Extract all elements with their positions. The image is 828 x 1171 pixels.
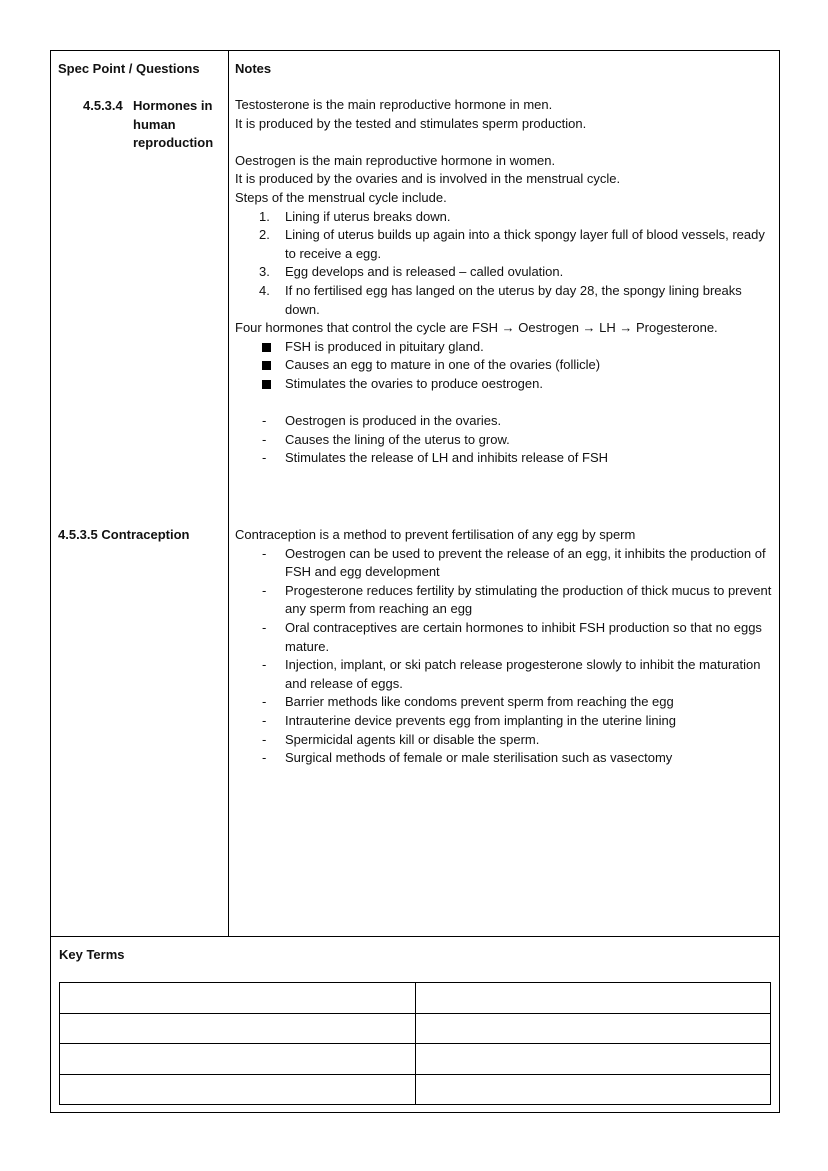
note-line: Oestrogen is the main reproductive hormone in women. — [235, 152, 556, 168]
hormones-notes — [235, 96, 775, 468]
dash-bullet-icon: - — [262, 619, 267, 635]
contraception-bullet — [235, 545, 775, 582]
step-number: 3. — [259, 264, 270, 280]
contraception-notes — [235, 526, 775, 768]
oestrogen-bullet — [235, 412, 775, 431]
definition-cell[interactable] — [415, 1044, 771, 1075]
table-row — [60, 1013, 771, 1044]
fsh-bullet — [235, 375, 775, 394]
step-text: Lining of uterus builds up again into a thick spongy layer full of blood vessels, ready to receive a egg. — [285, 227, 765, 261]
dash-bullet-icon: - — [262, 750, 267, 766]
definition-cell[interactable] — [415, 1013, 771, 1044]
contraception-bullet — [235, 712, 775, 731]
oestrogen-bullet — [235, 449, 775, 468]
spec-contraception: 4.5.3.5 Contraception — [58, 527, 190, 542]
contraception-bullet — [235, 582, 775, 619]
oestrogen-bullet — [235, 431, 775, 450]
note-line: It is produced by the ovaries and is involved in the menstrual cycle. — [235, 171, 621, 187]
table-row — [60, 1074, 771, 1105]
dash-bullet-icon: - — [262, 694, 267, 710]
cycle-step — [235, 263, 775, 282]
spec-title-line-3: reproduction — [133, 135, 214, 150]
bullet-text: Progesterone reduces fertility by stimulating the production of thick mucus to prevent any sperm from reaching an egg — [285, 582, 772, 617]
dash-bullet-icon: - — [262, 582, 267, 598]
cycle-step — [235, 208, 775, 227]
bullet-text: Stimulates the release of LH and inhibits release of FSH — [285, 450, 609, 466]
square-bullet-icon — [262, 343, 271, 352]
step-number: 4. — [259, 282, 270, 298]
bullet-text: Causes the lining of the uterus to grow. — [285, 431, 510, 447]
note-line: It is produced by the tested and stimulates sperm production. — [235, 115, 587, 131]
contraception-bullet — [235, 731, 775, 750]
dash-bullet-icon: - — [262, 712, 267, 728]
dash-bullet-icon: - — [262, 413, 267, 429]
fsh-bullet — [235, 356, 775, 375]
key-terms-divider — [51, 936, 779, 937]
square-bullet-icon — [262, 380, 271, 389]
key-terms-heading: Key Terms — [59, 947, 125, 962]
definition-cell[interactable] — [415, 983, 771, 1014]
bullet-text: Barrier methods like condoms prevent sperm from reaching the egg — [285, 694, 674, 710]
bullet-text: Oral contraceptives are certain hormones to inhibit FSH production so that no eggs mature. — [285, 619, 762, 654]
dash-bullet-icon: - — [262, 431, 267, 447]
bullet-text: Oestrogen can be used to prevent the release of an egg, it inhibits the production of FSH and egg development — [285, 545, 766, 580]
note-line: Four hormones that control the cycle are FSH → Oestrogen → LH → Progesterone. — [235, 320, 718, 336]
step-text: Egg develops and is released – called ovulation. — [285, 264, 564, 280]
table-row — [60, 1044, 771, 1075]
bullet-text: Surgical methods of female or male sterilisation such as vasectomy — [285, 750, 673, 766]
column-divider — [228, 51, 229, 936]
bullet-text: Causes an egg to mature in one of the ovaries (follicle) — [285, 357, 601, 373]
bullet-text: Intrauterine device prevents egg from implanting in the uterine lining — [285, 712, 676, 728]
dash-bullet-icon: - — [262, 545, 267, 561]
step-text: If no fertilised egg has langed on the uterus by day 28, the spongy lining breaks down. — [285, 282, 742, 317]
square-bullet-icon — [262, 361, 271, 370]
notes-table — [50, 50, 780, 1113]
bullet-text: Oestrogen is produced in the ovaries. — [285, 413, 502, 429]
term-cell[interactable] — [60, 983, 416, 1014]
term-cell[interactable] — [60, 1074, 416, 1105]
bullet-text: Spermicidal agents kill or disable the sperm. — [285, 731, 540, 747]
cycle-step — [235, 226, 775, 263]
header-spec-point: Spec Point / Questions — [58, 61, 200, 76]
term-cell[interactable] — [60, 1044, 416, 1075]
spec-title-line-1: Hormones in — [133, 98, 213, 113]
bullet-text: Injection, implant, or ski patch release progesterone slowly to inhibit the maturation and release of eggs. — [285, 657, 761, 691]
definition-cell[interactable] — [415, 1074, 771, 1105]
table-row — [60, 983, 771, 1014]
step-number: 2. — [259, 227, 270, 243]
contraception-bullet — [235, 749, 775, 768]
dash-bullet-icon: - — [262, 657, 267, 673]
bullet-text: Stimulates the ovaries to produce oestrogen. — [285, 375, 543, 391]
term-cell[interactable] — [60, 1013, 416, 1044]
note-line: Contraception is a method to prevent fertilisation of any egg by sperm — [235, 527, 636, 542]
header-notes: Notes — [235, 61, 272, 76]
spec-title-line-2: human — [133, 116, 176, 132]
note-line: Testosterone is the main reproductive hormone in men. — [235, 97, 553, 112]
dash-bullet-icon: - — [262, 450, 267, 466]
step-text: Lining if uterus breaks down. — [285, 208, 451, 224]
cycle-step — [235, 282, 775, 319]
key-terms-table — [59, 982, 771, 1105]
step-number: 1. — [259, 208, 270, 224]
contraception-bullet — [235, 619, 775, 656]
fsh-bullet — [235, 338, 775, 357]
contraception-bullet — [235, 693, 775, 712]
bullet-text: FSH is produced in pituitary gland. — [285, 338, 484, 354]
note-line: Steps of the menstrual cycle include. — [235, 189, 447, 205]
dash-bullet-icon: - — [262, 731, 267, 747]
spec-number-4534: 4.5.3.4 — [83, 98, 123, 113]
contraception-bullet — [235, 656, 775, 693]
